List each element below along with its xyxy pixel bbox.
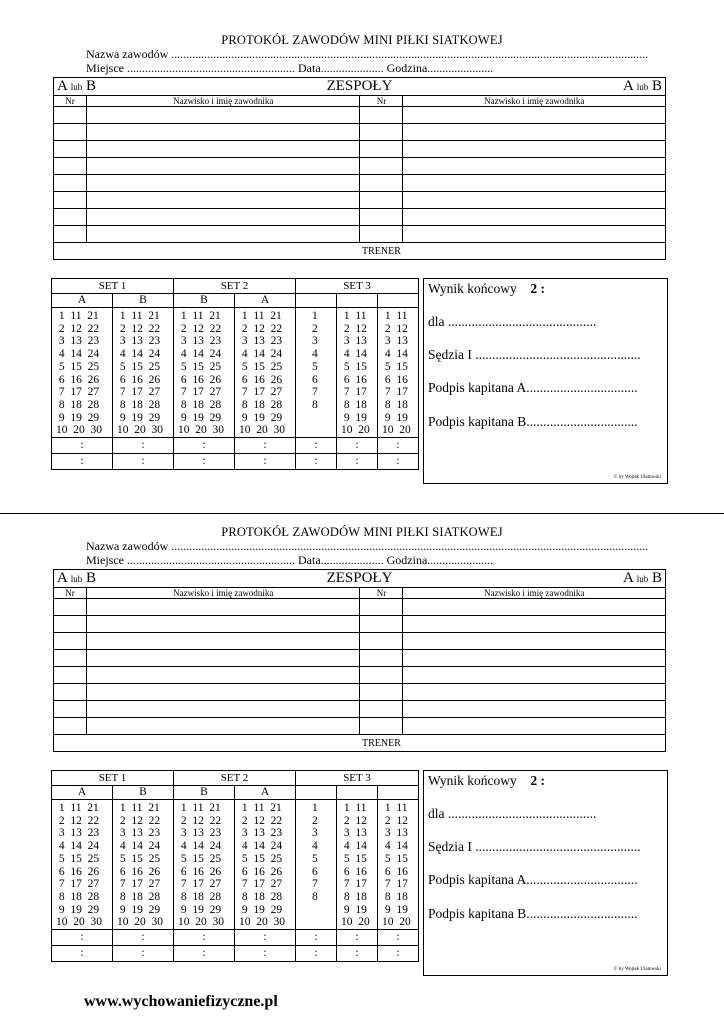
set-2-col-a: A: [235, 294, 296, 308]
colon-cell[interactable]: :: [52, 930, 113, 946]
player-row[interactable]: [54, 684, 666, 701]
set-3-header: SET 3: [296, 279, 419, 294]
col-name-left: Nazwisko i imię zawodnika: [86, 96, 360, 107]
player-cell[interactable]: [86, 599, 360, 616]
player-cell[interactable]: [86, 616, 360, 633]
player-cell[interactable]: [86, 718, 360, 735]
score-column[interactable]: 1 11 21 2 12 22 3 13 23 4 14 24 5 15 25 6 16 26 7 17 27 8 18 28 9 19 29 10 20 30: [174, 308, 235, 438]
captain-a-signature-field[interactable]: Podpis kapitana A.................................: [428, 872, 638, 887]
player-cell[interactable]: [86, 701, 360, 718]
col-name-right: Nazwisko i imię zawodnika: [403, 588, 666, 599]
player-cell[interactable]: [403, 616, 666, 633]
colon-cell[interactable]: :: [113, 438, 174, 454]
player-cell[interactable]: [86, 633, 360, 650]
player-cell[interactable]: [360, 650, 403, 667]
player-cell[interactable]: [54, 107, 87, 124]
trener-label: TRENER: [360, 735, 403, 752]
colon-cell[interactable]: :: [337, 454, 378, 470]
player-cell[interactable]: [360, 599, 403, 616]
set-score-table: [51, 770, 419, 962]
colon-cell[interactable]: :: [235, 454, 296, 470]
player-cell[interactable]: [360, 684, 403, 701]
colon-cell[interactable]: :: [174, 930, 235, 946]
player-cell[interactable]: [403, 667, 666, 684]
score-column[interactable]: 1 11 21 2 12 22 3 13 23 4 14 24 5 15 25 6 16 26 7 17 27 8 18 28 9 19 29 10 20 30: [235, 800, 296, 930]
player-row[interactable]: [54, 124, 666, 141]
player-cell[interactable]: [360, 701, 403, 718]
colon-cell[interactable]: :: [296, 946, 337, 962]
result-box: [423, 278, 668, 484]
player-row[interactable]: [54, 141, 666, 158]
team-right-label: A lub B: [622, 570, 662, 586]
winner-field[interactable]: dla ............................................: [428, 314, 597, 329]
set-2-col-b: B: [174, 786, 235, 800]
player-cell[interactable]: [403, 701, 666, 718]
player-cell[interactable]: [86, 141, 360, 158]
protocol-copy-top: [0, 0, 724, 500]
colon-cell[interactable]: :: [174, 438, 235, 454]
col-nr-right: Nr: [360, 96, 403, 107]
colon-cell[interactable]: :: [235, 438, 296, 454]
score-column[interactable]: 1 11 2 12 3 13 4 14 5 15 6 16 7 17 8 18 9 19 10 20: [378, 800, 419, 930]
player-cell[interactable]: [54, 701, 87, 718]
colon-cell[interactable]: :: [52, 946, 113, 962]
col-nr-right: Nr: [360, 588, 403, 599]
player-cell[interactable]: [360, 209, 403, 226]
player-cell[interactable]: [86, 175, 360, 192]
set-2-header: SET 2: [174, 279, 296, 294]
col-nr-left: Nr: [54, 96, 87, 107]
player-cell[interactable]: [86, 650, 360, 667]
colon-cell[interactable]: :: [337, 438, 378, 454]
player-cell[interactable]: [54, 684, 87, 701]
protocol-copy-bottom: [0, 492, 724, 992]
referee-signature-field[interactable]: Sędzia I .................................................: [428, 839, 641, 854]
player-row[interactable]: [54, 650, 666, 667]
player-cell[interactable]: [54, 209, 87, 226]
footer-website[interactable]: www.wychowaniefizyczne.pl: [84, 993, 278, 1010]
player-cell[interactable]: [403, 209, 666, 226]
final-score-value: 2 :: [530, 773, 545, 788]
set-3-header: SET 3: [296, 771, 419, 786]
captain-b-signature-field[interactable]: Podpis kapitana B.................................: [428, 906, 638, 921]
referee-signature-field[interactable]: Sędzia I .................................................: [428, 347, 641, 362]
player-cell[interactable]: [86, 684, 360, 701]
player-cell[interactable]: [403, 107, 666, 124]
colon-cell[interactable]: :: [378, 930, 419, 946]
player-row[interactable]: [54, 107, 666, 124]
player-row[interactable]: [54, 616, 666, 633]
player-cell[interactable]: [86, 158, 360, 175]
score-column[interactable]: 1 11 21 2 12 22 3 13 23 4 14 24 5 15 25 6 16 26 7 17 27 8 18 28 9 19 29 10 20 30: [52, 308, 113, 438]
player-cell[interactable]: [360, 718, 403, 735]
set-1-header: SET 1: [52, 279, 174, 294]
player-cell[interactable]: [86, 124, 360, 141]
set-1-header: SET 1: [52, 771, 174, 786]
player-cell[interactable]: [403, 158, 666, 175]
player-row[interactable]: [54, 209, 666, 226]
score-area: [51, 278, 666, 484]
player-cell[interactable]: [403, 718, 666, 735]
set-1-col-b: B: [113, 294, 174, 308]
player-cell[interactable]: [86, 209, 360, 226]
player-cell[interactable]: [54, 650, 87, 667]
place-date-time-field[interactable]: Miejsce ........................................................ Data..................... Godzina......................: [86, 61, 494, 75]
set-score-table: [51, 278, 419, 470]
colon-cell[interactable]: :: [378, 946, 419, 962]
player-cell[interactable]: [403, 141, 666, 158]
copyright-note: © by Wojtek Ulatowski: [613, 967, 661, 972]
score-area: [51, 770, 666, 976]
set-1-col-b: B: [113, 786, 174, 800]
player-cell[interactable]: [54, 175, 87, 192]
player-cell[interactable]: [54, 599, 87, 616]
player-cell[interactable]: [86, 226, 360, 243]
trener-label: TRENER: [360, 243, 403, 260]
colon-cell[interactable]: :: [235, 930, 296, 946]
player-row[interactable]: [54, 192, 666, 209]
colon-cell[interactable]: :: [52, 438, 113, 454]
set-2-header: SET 2: [174, 771, 296, 786]
col-name-left: Nazwisko i imię zawodnika: [86, 588, 360, 599]
protocol-title: PROTOKÓŁ ZAWODÓW MINI PIŁKI SIATKOWEJ: [221, 33, 503, 47]
final-score-value: 2 :: [530, 281, 545, 296]
player-row[interactable]: [54, 599, 666, 616]
score-column[interactable]: 1 11 21 2 12 22 3 13 23 4 14 24 5 15 25 6 16 26 7 17 27 8 18 28 9 19 29 10 20 30: [235, 308, 296, 438]
player-row[interactable]: [54, 701, 666, 718]
player-row[interactable]: [54, 158, 666, 175]
teams-table: [53, 569, 666, 752]
colon-cell[interactable]: :: [174, 454, 235, 470]
player-cell[interactable]: [54, 192, 87, 209]
copyright-note: © by Wojtek Ulatowski: [613, 475, 661, 480]
colon-cell[interactable]: :: [296, 930, 337, 946]
set-1-col-a: A: [52, 294, 113, 308]
player-cell[interactable]: [54, 633, 87, 650]
score-column[interactable]: 1 11 21 2 12 22 3 13 23 4 14 24 5 15 25 6 16 26 7 17 27 8 18 28 9 19 29 10 20 30: [52, 800, 113, 930]
player-cell[interactable]: [403, 684, 666, 701]
player-cell[interactable]: [54, 226, 87, 243]
teams-heading: ZESPOŁY: [326, 78, 393, 94]
player-cell[interactable]: [360, 124, 403, 141]
colon-cell[interactable]: :: [113, 946, 174, 962]
player-cell[interactable]: [403, 599, 666, 616]
player-cell[interactable]: [54, 158, 87, 175]
colon-cell[interactable]: :: [337, 946, 378, 962]
score-column[interactable]: 1 11 21 2 12 22 3 13 23 4 14 24 5 15 25 6 16 26 7 17 27 8 18 28 9 19 29 10 20 30: [174, 800, 235, 930]
player-cell[interactable]: [403, 175, 666, 192]
place-date-time-field[interactable]: Miejsce ........................................................ Data..................... Godzina......................: [86, 553, 494, 567]
colon-cell[interactable]: :: [52, 454, 113, 470]
result-box: [423, 770, 668, 976]
score-column[interactable]: 1 11 21 2 12 22 3 13 23 4 14 24 5 15 25 6 16 26 7 17 27 8 18 28 9 19 29 10 20 30: [113, 800, 174, 930]
score-column[interactable]: 1 11 2 12 3 13 4 14 5 15 6 16 7 17 8 18 9 19 10 20: [378, 308, 419, 438]
score-column-set3-points[interactable]: 1 2 3 4 5 6 7 8: [296, 308, 337, 438]
player-cell[interactable]: [403, 192, 666, 209]
player-cell[interactable]: [54, 141, 87, 158]
player-cell[interactable]: [360, 141, 403, 158]
score-column[interactable]: 1 11 21 2 12 22 3 13 23 4 14 24 5 15 25 6 16 26 7 17 27 8 18 28 9 19 29 10 20 30: [113, 308, 174, 438]
player-cell[interactable]: [403, 650, 666, 667]
player-cell[interactable]: [54, 667, 87, 684]
colon-cell[interactable]: :: [113, 930, 174, 946]
player-cell[interactable]: [54, 124, 87, 141]
score-column[interactable]: 1 11 2 12 3 13 4 14 5 15 6 16 7 17 8 18 9 19 10 20: [337, 800, 378, 930]
set-2-col-a: A: [235, 786, 296, 800]
teams-heading: ZESPOŁY: [326, 570, 393, 586]
player-cell[interactable]: [86, 107, 360, 124]
final-score-line: Wynik końcowy 2 :: [428, 281, 545, 296]
set-1-col-a: A: [52, 786, 113, 800]
player-cell[interactable]: [360, 158, 403, 175]
score-column-set3-points[interactable]: 1 2 3 4 5 6 7 8: [296, 800, 337, 930]
player-row[interactable]: [54, 667, 666, 684]
player-cell[interactable]: [403, 226, 666, 243]
player-cell[interactable]: [360, 175, 403, 192]
competition-name-field[interactable]: Nazwa zawodów ...............................................................................................................................................................: [86, 47, 649, 61]
final-score-line: Wynik końcowy 2 :: [428, 773, 545, 788]
player-cell[interactable]: [360, 107, 403, 124]
player-cell[interactable]: [360, 667, 403, 684]
colon-cell[interactable]: :: [113, 454, 174, 470]
set-2-col-b: B: [174, 294, 235, 308]
competition-name-field[interactable]: Nazwa zawodów ...............................................................................................................................................................: [86, 539, 649, 553]
player-cell[interactable]: [360, 616, 403, 633]
player-cell[interactable]: [360, 633, 403, 650]
captain-a-signature-field[interactable]: Podpis kapitana A.................................: [428, 380, 638, 395]
col-nr-left: Nr: [54, 588, 87, 599]
colon-cell[interactable]: :: [378, 438, 419, 454]
colon-cell[interactable]: :: [337, 930, 378, 946]
player-cell[interactable]: [86, 667, 360, 684]
col-name-right: Nazwisko i imię zawodnika: [403, 96, 666, 107]
colon-cell[interactable]: :: [378, 454, 419, 470]
score-column[interactable]: 1 11 2 12 3 13 4 14 5 15 6 16 7 17 8 18 9 19 10 20: [337, 308, 378, 438]
player-row[interactable]: [54, 718, 666, 735]
protocol-title: PROTOKÓŁ ZAWODÓW MINI PIŁKI SIATKOWEJ: [221, 525, 503, 539]
team-left-label: A lub B: [57, 78, 97, 94]
team-left-label: A lub B: [57, 570, 97, 586]
teams-table: [53, 77, 666, 260]
player-cell[interactable]: [360, 192, 403, 209]
player-cell[interactable]: [360, 226, 403, 243]
colon-cell[interactable]: :: [235, 946, 296, 962]
winner-field[interactable]: dla ............................................: [428, 806, 597, 821]
player-cell[interactable]: [54, 616, 87, 633]
captain-b-signature-field[interactable]: Podpis kapitana B.................................: [428, 414, 638, 429]
player-row[interactable]: [54, 175, 666, 192]
player-cell[interactable]: [86, 192, 360, 209]
colon-cell[interactable]: :: [296, 438, 337, 454]
team-right-label: A lub B: [622, 78, 662, 94]
player-row[interactable]: [54, 226, 666, 243]
player-cell[interactable]: [403, 124, 666, 141]
colon-cell[interactable]: :: [296, 454, 337, 470]
player-row[interactable]: [54, 633, 666, 650]
player-cell[interactable]: [403, 633, 666, 650]
player-cell[interactable]: [54, 718, 87, 735]
colon-cell[interactable]: :: [174, 946, 235, 962]
